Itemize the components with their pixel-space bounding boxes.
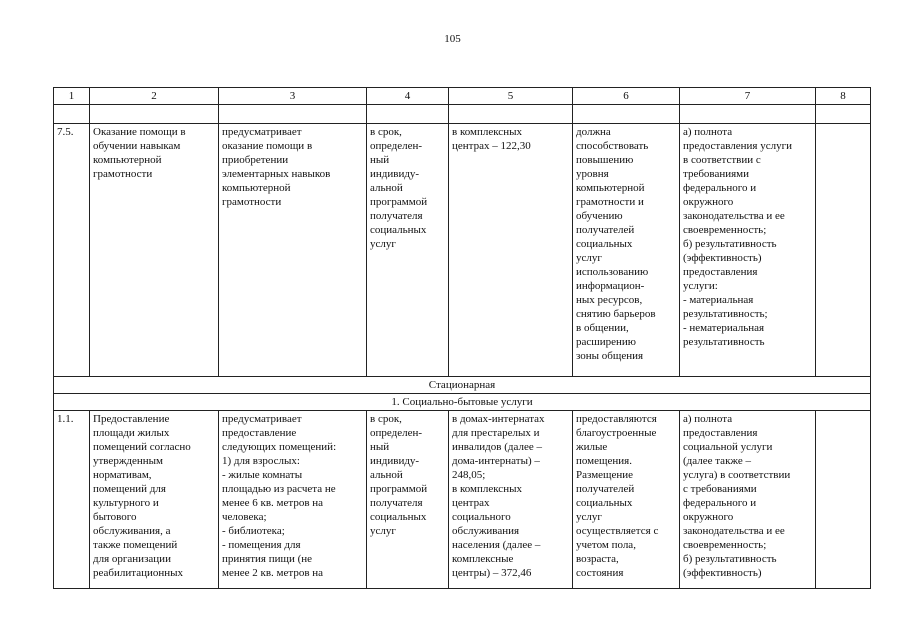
cell-text-line: а) полнота — [683, 413, 733, 425]
cell-text-line: определен- — [370, 140, 423, 152]
services-table — [53, 87, 871, 589]
cell-text-line: реабилитационных — [93, 567, 184, 579]
cell-text-line: социальной услуги — [683, 441, 773, 453]
cell-text-line: осуществляется с — [576, 525, 659, 537]
cell-text-line: программой — [370, 483, 428, 495]
cell-text-line: окружного — [683, 511, 734, 523]
cell-text-line: услуга) в соответствии — [683, 469, 791, 481]
cell-text-line: Предоставление — [93, 413, 170, 425]
service-standard-cell — [573, 411, 680, 589]
col-header-5: 5 — [449, 88, 573, 105]
col-header-4: 4 — [367, 88, 449, 105]
cell-text-line: услуг — [370, 525, 396, 537]
cell-text-line: предоставления — [683, 427, 758, 439]
cell-text-line: социальных — [576, 238, 633, 250]
cell-text-line: оказание помощи в — [222, 140, 313, 152]
row-number: 7.5. — [54, 124, 90, 377]
cell-text-line: также помещений — [93, 539, 178, 551]
cell-text-line: - библиотека; — [222, 525, 285, 537]
cell-text-line: - материальная — [683, 294, 754, 306]
cell-text-line: индивиду- — [370, 455, 420, 467]
cell-text-line: услуг — [576, 252, 602, 264]
service-extra-cell — [816, 124, 871, 377]
service-description-cell — [219, 411, 367, 589]
cell-text-line: б) результативность — [683, 238, 777, 250]
cell-text-line: обслуживания, а — [93, 525, 171, 537]
cell-text-line: получателей — [576, 224, 635, 236]
cell-text-line: учетом пола, — [576, 539, 636, 551]
cell-text-line: социального — [452, 511, 511, 523]
cell-text-line: в соответствии с — [683, 154, 761, 166]
service-term-cell — [367, 124, 449, 377]
cell-text-line: Размещение — [576, 469, 634, 481]
cell-text-line: компьютерной — [576, 182, 645, 194]
cell-text-line: предоставляются — [576, 413, 657, 425]
section-title: Стационарная — [54, 377, 871, 394]
cell-text-line: получателя — [370, 210, 423, 222]
cell-text-line: ный — [370, 441, 390, 453]
column-number-row — [54, 88, 871, 105]
col-header-1: 1 — [54, 88, 90, 105]
cell-text-line: информацион- — [576, 280, 645, 292]
cell-text-line: - жилые комнаты — [222, 469, 303, 481]
cell-text-line: законодательства и ее — [683, 525, 785, 537]
cell-text-line: предусматривает — [222, 413, 302, 425]
subsection-title: 1. Социально-бытовые услуги — [54, 394, 871, 411]
cell-text-line: жилые — [576, 441, 608, 453]
cell-text-line: индивиду- — [370, 168, 420, 180]
cell-text-line: снятию барьеров — [576, 308, 656, 320]
cell-text-line: менее 6 кв. метров на — [222, 497, 324, 509]
cell-text-line: приобретении — [222, 154, 289, 166]
col-header-8: 8 — [816, 88, 871, 105]
cell-text-line: б) результативность — [683, 553, 777, 565]
service-tariff-cell — [449, 411, 573, 589]
cell-text-line: помещения. — [576, 455, 632, 467]
cell-text-line: окружного — [683, 196, 734, 208]
cell-text-line: социальных — [370, 224, 427, 236]
cell-text-line: повышению — [576, 154, 634, 166]
cell-text-line: законодательства и ее — [683, 210, 785, 222]
cell-text-line: площадью из расчета не — [222, 483, 336, 495]
cell-text-line: инвалидов (далее – — [452, 441, 542, 453]
cell-text-line: ных ресурсов, — [576, 294, 643, 306]
cell-text-line: предоставления — [683, 266, 758, 278]
cell-text-line: услуги: — [683, 280, 718, 292]
cell-text-line: состояния — [576, 567, 624, 579]
cell-text-line: предусматривает — [222, 126, 302, 138]
cell-text-line: в общении, — [576, 322, 629, 334]
cell-text-line: 248,05; — [452, 469, 486, 481]
cell-text-line: - помещения для — [222, 539, 301, 551]
service-name-cell — [90, 411, 219, 589]
cell-text-line: программой — [370, 196, 428, 208]
cell-text-line: комплексные — [452, 553, 514, 565]
cell-text-line: с требованиями — [683, 483, 757, 495]
service-standard-cell — [573, 124, 680, 377]
cell-text-line: принятия пищи (не — [222, 553, 313, 565]
service-description-cell — [219, 124, 367, 377]
cell-text-line: центрах – 122,30 — [452, 140, 531, 152]
cell-text-line: грамотности — [222, 196, 282, 208]
cell-text-line: получателя — [370, 497, 423, 509]
cell-text-line: - нематериальная — [683, 322, 765, 334]
service-tariff-cell — [449, 124, 573, 377]
cell-text-line: альной — [370, 469, 403, 481]
cell-text-line: центры) – 372,46 — [452, 567, 532, 579]
cell-text-line: своевременность; — [683, 224, 767, 236]
cell-text-line: благоустроенные — [576, 427, 657, 439]
section-row — [54, 377, 871, 394]
cell-text-line: (далее также – — [683, 455, 751, 467]
cell-text-line: результативность; — [683, 308, 768, 320]
cell-text-line: (эффективность) — [683, 252, 762, 264]
cell-text-line: Оказание помощи в — [93, 126, 186, 138]
cell-text-line: грамотности — [93, 168, 153, 180]
cell-text-line: возраста, — [576, 553, 619, 565]
cell-text-line: а) полнота — [683, 126, 733, 138]
cell-text-line: получателей — [576, 483, 635, 495]
cell-text-line: использованию — [576, 266, 649, 278]
cell-text-line: своевременность; — [683, 539, 767, 551]
page-number: 105 — [444, 33, 461, 45]
cell-text-line: помещений согласно — [93, 441, 191, 453]
service-extra-cell — [816, 411, 871, 589]
service-name-cell — [90, 124, 219, 377]
cell-text-line: предоставление — [222, 427, 297, 439]
cell-text-line: компьютерной — [93, 154, 162, 166]
cell-text-line: требованиями — [683, 168, 750, 180]
cell-text-line: элементарных навыков — [222, 168, 331, 180]
cell-text-line: социальных — [576, 497, 633, 509]
cell-text-line: в комплексных — [452, 126, 522, 138]
cell-text-line: помещений для — [93, 483, 166, 495]
col-header-7: 7 — [680, 88, 816, 105]
table-row — [54, 411, 871, 589]
cell-text-line: результативность — [683, 336, 765, 348]
cell-text-line: населения (далее – — [452, 539, 541, 551]
col-header-3: 3 — [219, 88, 367, 105]
spacer-row — [54, 105, 871, 124]
cell-text-line: нормативам, — [93, 469, 152, 481]
cell-text-line: 1) для взрослых: — [222, 455, 300, 467]
cell-text-line: альной — [370, 182, 403, 194]
cell-text-line: уровня — [576, 168, 609, 180]
cell-text-line: (эффективность) — [683, 567, 762, 579]
cell-text-line: центрах — [452, 497, 490, 509]
service-quality-cell — [680, 411, 816, 589]
cell-text-line: предоставления услуги — [683, 140, 792, 152]
cell-text-line: в срок, — [370, 413, 402, 425]
cell-text-line: федерального и — [683, 497, 757, 509]
subsection-row — [54, 394, 871, 411]
cell-text-line: услуг — [576, 511, 602, 523]
cell-text-line: грамотности и — [576, 196, 644, 208]
cell-text-line: менее 2 кв. метров на — [222, 567, 324, 579]
cell-text-line: компьютерной — [222, 182, 291, 194]
cell-text-line: в домах-интернатах — [452, 413, 545, 425]
cell-text-line: определен- — [370, 427, 423, 439]
service-term-cell — [367, 411, 449, 589]
cell-text-line: следующих помещений: — [222, 441, 337, 453]
cell-text-line: бытового — [93, 511, 137, 523]
cell-text-line: в срок, — [370, 126, 402, 138]
cell-text-line: в комплексных — [452, 483, 522, 495]
col-header-2: 2 — [90, 88, 219, 105]
cell-text-line: расширению — [576, 336, 636, 348]
cell-text-line: человека; — [222, 511, 267, 523]
cell-text-line: ный — [370, 154, 390, 166]
service-quality-cell — [680, 124, 816, 377]
cell-text-line: федерального и — [683, 182, 757, 194]
cell-text-line: услуг — [370, 238, 396, 250]
cell-text-line: культурного и — [93, 497, 159, 509]
cell-text-line: обслуживания — [452, 525, 520, 537]
table-row — [54, 124, 871, 377]
cell-text-line: социальных — [370, 511, 427, 523]
cell-text-line: обучении навыкам — [93, 140, 181, 152]
cell-text-line: дома-интернаты) – — [452, 455, 540, 467]
cell-text-line: должна — [576, 126, 611, 138]
row-number: 1.1. — [54, 411, 90, 589]
cell-text-line: для престарелых и — [452, 427, 540, 439]
cell-text-line: площади жилых — [93, 427, 170, 439]
col-header-6: 6 — [573, 88, 680, 105]
cell-text-line: для организации — [93, 553, 171, 565]
cell-text-line: утвержденным — [93, 455, 164, 467]
cell-text-line: способствовать — [576, 140, 649, 152]
cell-text-line: обучению — [576, 210, 623, 222]
cell-text-line: зоны общения — [576, 350, 644, 362]
